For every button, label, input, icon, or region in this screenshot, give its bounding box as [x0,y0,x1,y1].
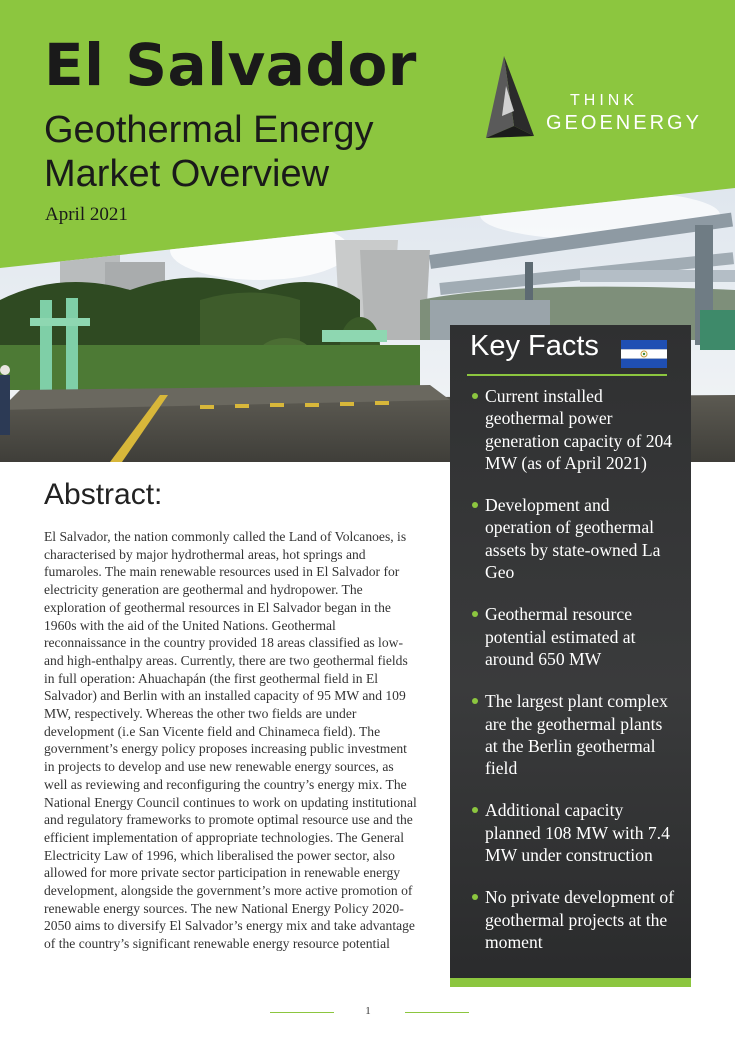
footer-rule-right [405,1012,469,1013]
key-facts-list [472,385,677,973]
logo-text-geoenergy: GEOENERGY [546,112,702,134]
bullet-icon [472,807,478,813]
key-fact-item [472,690,677,779]
key-fact-item [472,494,677,583]
logo-text-think: THINK [570,92,638,109]
key-fact-text: Geothermal resource potential estimated at around 650 MW [485,604,636,669]
abstract-heading: Abstract: [44,478,163,511]
key-fact-item [472,799,677,866]
document-subtitle [44,108,374,196]
key-fact-text: No private development of geothermal projects at the moment [485,887,675,952]
key-fact-text: Additional capacity planned 108 MW with 7.4 MW under construction [485,800,670,866]
subtitle-line-2: Market Overview [44,153,330,195]
key-facts-bottom-bar [450,978,691,987]
document-date: April 2021 [45,204,128,225]
bullet-icon [472,502,478,508]
key-facts-divider [467,374,667,376]
key-fact-item [472,886,677,953]
bullet-icon [472,393,478,399]
el-salvador-flag-icon [621,340,667,368]
key-fact-text: Development and operation of geothermal assets by state-owned La Geo [485,495,661,583]
key-fact-text: Current installed geothermal power generation capacity of 204 MW (as of April 2021) [485,386,673,473]
subtitle-line-1: Geothermal Energy [44,109,374,151]
key-fact-item [472,385,677,474]
abstract-body: El Salvador, the nation commonly called the Land of Volcanoes, is characterised by major hydrothermal areas, hot springs and fumaroles. The main renewable resources used in El Salvador for electricity generation are geothermal and hydropower. The exploration of geothermal resources in El Salvador began in the 1960s with the aid of the United Nations. Geothermal reconnaissance in the country provided 18 areas classified as low- and high-enthalpy areas. Currently, there are two geothermal fields in full operation: Ahuachapán (the first geothermal field in El Salvador) and Berlin with an installed capacity of 95 MW and 109 MW, respectively. Whereas the other two fields are under development (i.e San Vicente field and Chinameca field). The government’s energy policy proposes increasing public investment in projects to develop and use new renewable energy sources, as well as reviewing and reconfiguring the country’s energy mix. The National Energy Council continues to work on updating institutional and regulatory frameworks to promote optimal resource use and the efficient implementation of appropriate technologies. The General Electricity Law of 1996, which liberalised the power sector, also allowed for more private sector participation in renewable energy development, alongside the government’s more active promotion of renewable energy sources. The new National Energy Policy 2020-2050 aims to diversify El Salvador’s energy mix and take advantage of the country’s significant renewable energy resource potential [44,529,417,952]
page-number: 1 [365,1005,371,1017]
key-fact-item [472,603,677,670]
bullet-icon [472,698,478,704]
bullet-icon [472,894,478,900]
bullet-icon [472,611,478,617]
key-facts-heading: Key Facts [470,330,599,362]
footer-rule-left [270,1012,334,1013]
key-fact-text: The largest plant complex are the geothermal plants at the Berlin geothermal field [485,691,668,779]
document-title: El Salvador [44,31,417,99]
